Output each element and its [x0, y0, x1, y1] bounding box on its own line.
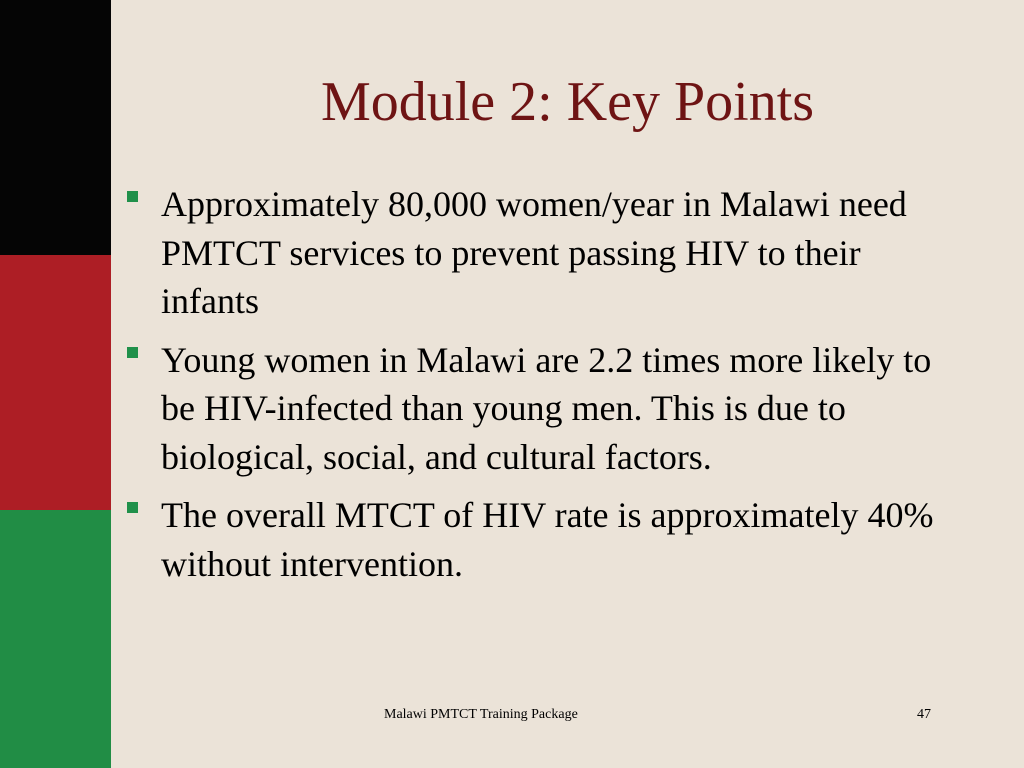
- footer-text: Malawi PMTCT Training Package: [384, 707, 578, 722]
- square-bullet-icon: [127, 502, 138, 513]
- flag-stripe-black: [0, 0, 111, 255]
- page-number: 47: [917, 707, 931, 722]
- square-bullet-icon: [127, 191, 138, 202]
- bullet-item-2: [124, 336, 964, 482]
- square-bullet-icon: [127, 347, 138, 358]
- bullet-text-3: The overall MTCT of HIV rate is approximately 40% without intervention.: [161, 495, 934, 584]
- bullet-item-3: [124, 491, 964, 588]
- bullet-text-1: Approximately 80,000 women/year in Malawi need PMTCT services to prevent passing HIV to their infants: [161, 184, 907, 321]
- bullet-text-2: Young women in Malawi are 2.2 times more likely to be HIV-infected than young men. This is due to biological, social, and cultural factors.: [161, 339, 932, 477]
- bullet-list: [124, 180, 964, 598]
- bullet-item-1: [124, 180, 964, 326]
- slide-title: Module 2: Key Points: [320, 71, 815, 133]
- flag-stripe-red: [0, 255, 111, 510]
- flag-stripe-green: [0, 510, 111, 768]
